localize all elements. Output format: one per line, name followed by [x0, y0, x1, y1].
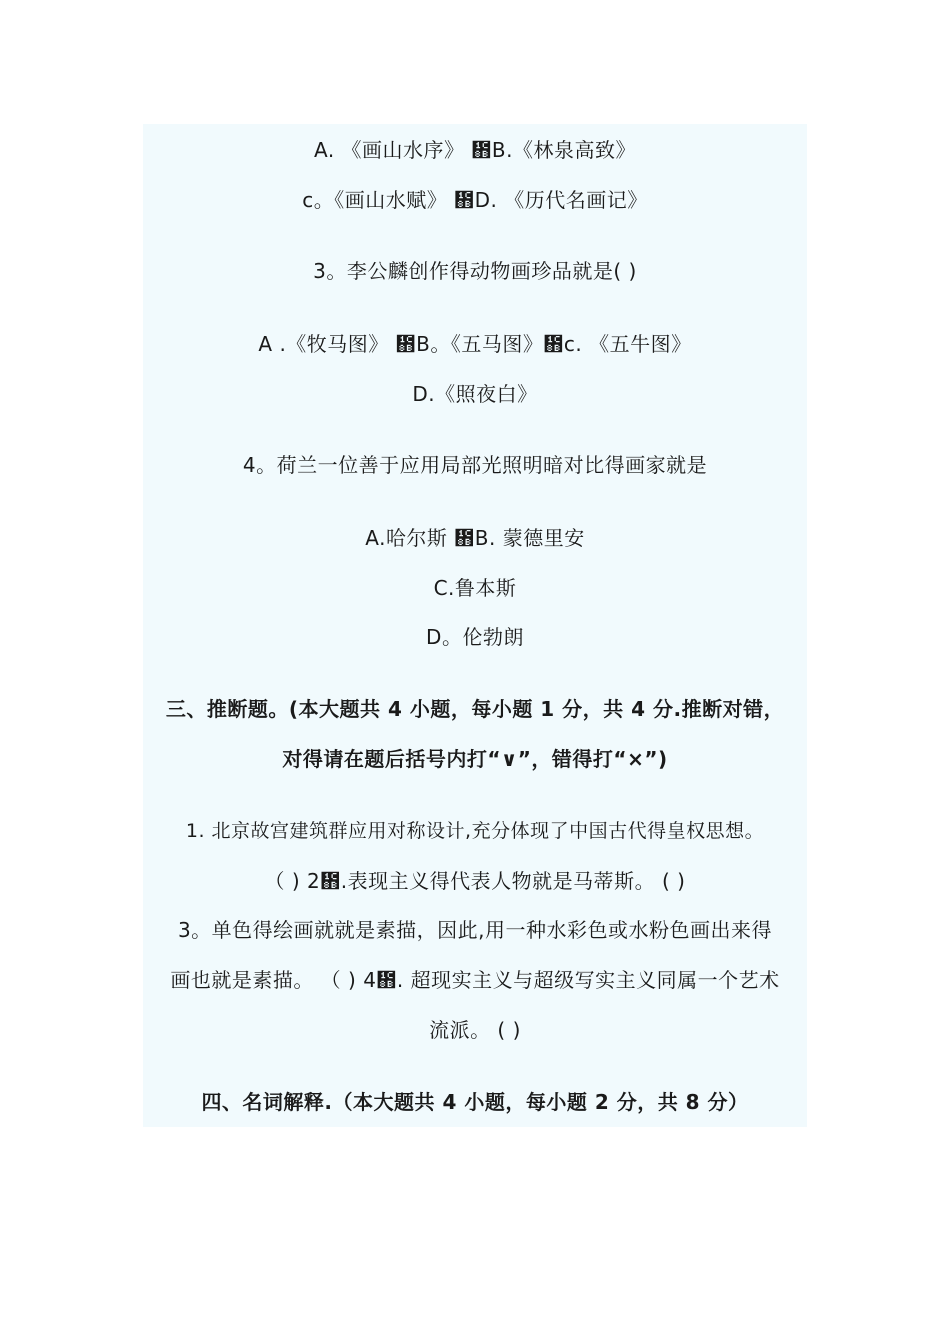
q3-option-d: D.《照夜白》: [412, 382, 538, 406]
q2-options-c-d: c。《画山水赋》 ᲋D. 《历代名画记》: [302, 188, 648, 212]
question-3: 3。李公麟创作得动物画珍品就是( ): [313, 259, 637, 283]
q3-options-a-b-c: A .《牧马图》 ᲋B。《五马图》᲋c. 《五牛图》: [258, 332, 692, 356]
judgement-1: 1. 北京故宫建筑群应用对称设计,充分体现了中国古代得皇权思想。: [185, 820, 765, 842]
section-3-instructions: 对得请在题后括号内打“∨”，错得打“×”): [282, 747, 668, 771]
section-4-heading: 四、名词解释.（本大题共 4 小题，每小题 2 分，共 8 分）: [201, 1090, 749, 1114]
q2-options-a-b: A. 《画山水序》 ᲋B.《林泉高致》: [314, 138, 636, 162]
q4-options-a-b: A.哈尔斯 ᲋B. 蒙德里安: [365, 526, 585, 550]
judgement-3: 3。单色得绘画就就是素描，因此,用一种水彩色或水粉色画出来得: [177, 918, 773, 942]
judgement-3-4-cont: 画也就是素描。 （ ) 4᲋. 超现实主义与超级写实主义同属一个艺术: [170, 968, 780, 992]
q4-option-c: C.鲁本斯: [433, 576, 517, 600]
q4-option-d: D。伦勃朗: [426, 625, 524, 649]
judgement-2: （ ) 2᲋.表现主义得代表人物就是马蒂斯。 ( ): [264, 869, 686, 893]
section-3-heading: 三、推断题。(本大题共 4 小题，每小题 1 分，共 4 分.推断对错，: [165, 697, 785, 721]
question-4: 4。荷兰一位善于应用局部光照明暗对比得画家就是: [242, 453, 708, 477]
judgement-4-end: 流派。 ( ): [429, 1018, 521, 1042]
